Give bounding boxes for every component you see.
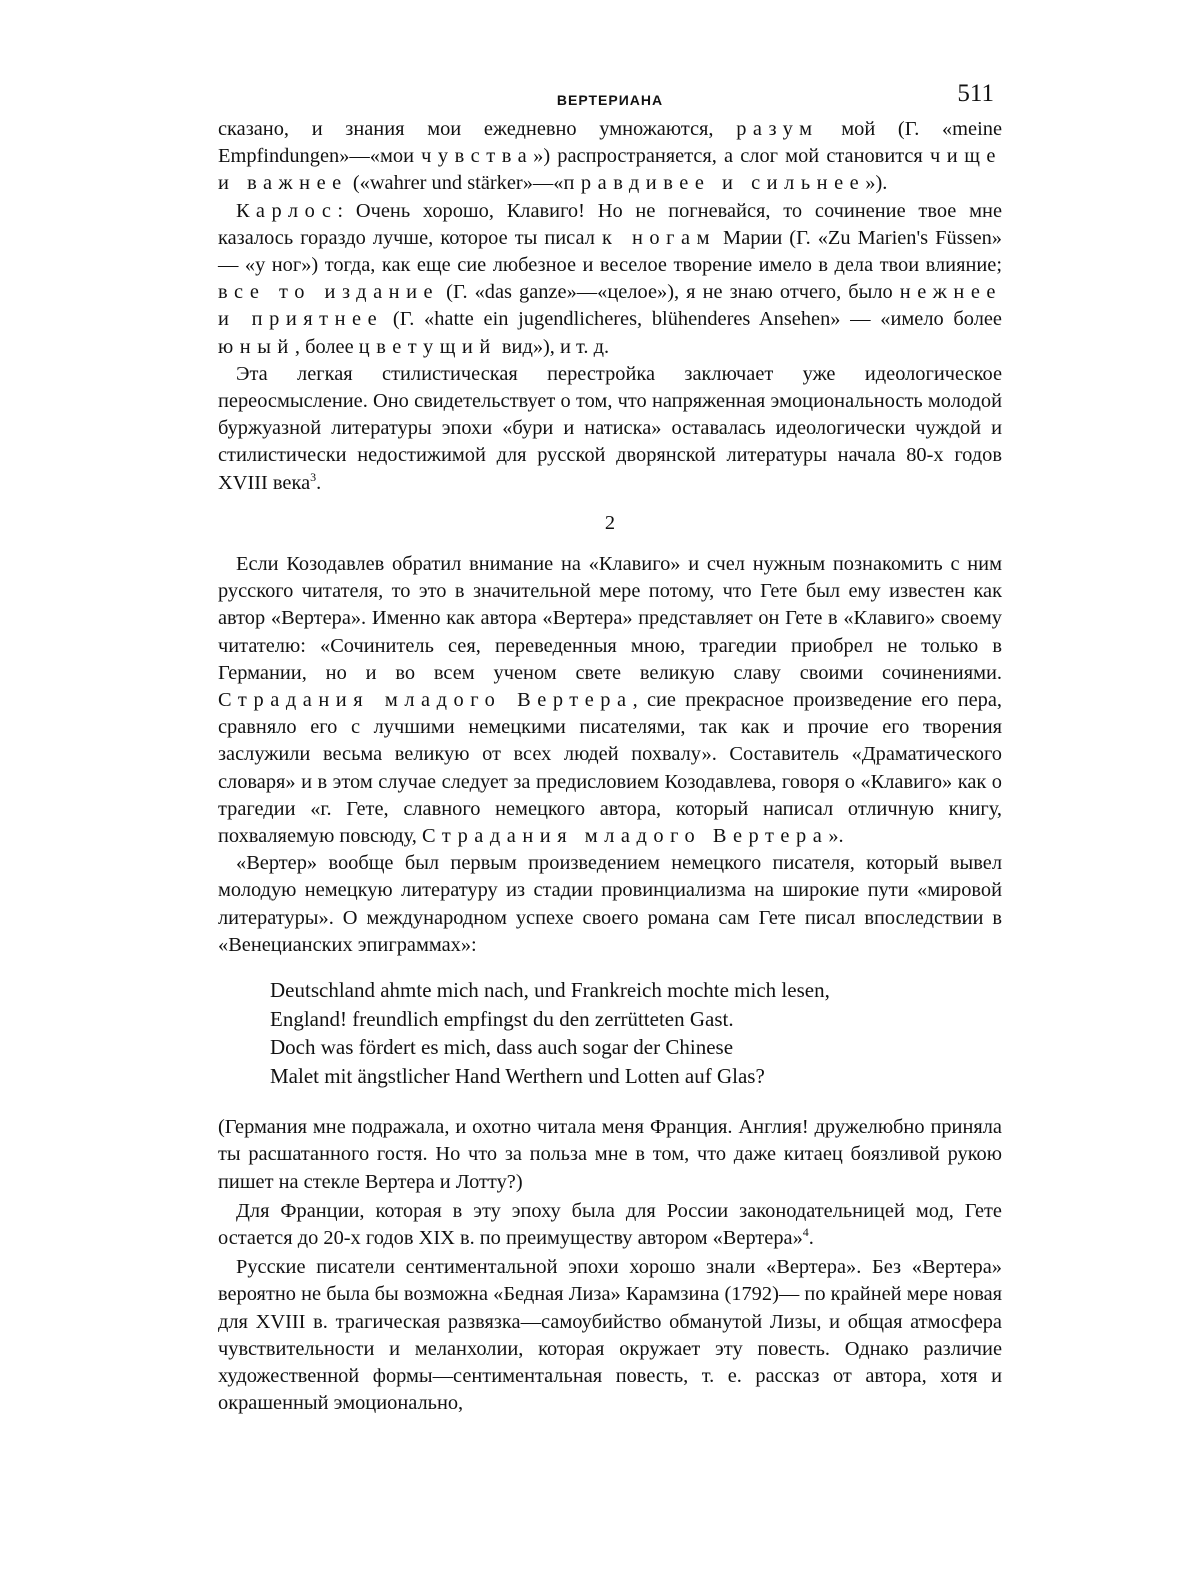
book-page — [218, 72, 1002, 1417]
verse-line: England! freundlich empfingst du den zerrütteten Gast. — [270, 1006, 734, 1031]
paragraph-1 — [218, 116, 1002, 198]
paragraph-5: «Вертер» вообще был первым произведением немецкого писателя, который вывел молодую немецкую литературу из стадии провинциализма на широкие пути «мировой литературы». О международном успехе своего романа сам Гете писал впоследствии в «Венецианских эпиграммах»: — [218, 852, 1002, 956]
footnote-marker: 4 — [802, 1225, 809, 1240]
text-run: («wahrer und stärker»—« — [347, 172, 564, 195]
running-header — [218, 72, 1002, 116]
paragraph-8: Русские писатели сентиментальной эпохи хорошо знали «Вертера». Без «Вертера» вероятно не была бы возможна «Бедная Лиза» Карамзина (1792)— по крайней мере новая для XVIII в. трагическая развязка—самоубийство обманутой Лизы, и общая атмосфера чувствительности и меланхолии, которая окружает эту повесть. Однако различие художественной формы—сентиментальная повесть, т. е. рассказ от автора, хотя и окрашенный эмоционально, — [218, 1256, 1002, 1415]
spaced-emphasis: чище и важнее — [218, 145, 1002, 195]
verse-line: Deutschland ahmte mich nach, und Frankreich mochte mich lesen, — [270, 978, 830, 1003]
body-text — [218, 116, 1002, 1417]
running-title: ВЕРТЕРИАНА — [556, 92, 664, 108]
text-run: Для Франции, которая в эту эпоху была для России законодательницей мод, Гете остается до 20-х годов XIX в. по преимуществу автором «Вертера» — [218, 1199, 1002, 1249]
spaced-emphasis: правдивее и сильнее — [563, 172, 866, 195]
paragraph-6: (Германия мне подражала, и охотно читала меня Франция. Англия! дружелюбно приняла ты расшатанного гостя. Но что за польза мне в том, что даже китаец боязливой рукою пишет на стекле Вертера и Лотту?) — [218, 1116, 1002, 1193]
text-run: Марии (Г. «Zu Marien's Füssen» — «у ног») тогда, как еще сие любезное и веселое творение имело в дела твои влияние; — [218, 226, 1003, 277]
text-run: . — [316, 471, 322, 494]
verse-line: Malet mit ängstlicher Hand Werthern und Lotten auf Glas? — [270, 1063, 765, 1088]
text-run: сказано, и знания мои ежедневно умножаются, — [218, 118, 737, 140]
text-run: ») распространяется, а слог мой становится — [533, 145, 930, 168]
text-run: »). — [865, 172, 888, 195]
text-run: мой (Г. «meine Empfindungen»—«мои — [218, 118, 1002, 168]
spaced-emphasis: Страдания младого Вертера — [422, 825, 829, 848]
text-run: (Г. «das ganze»—«целое»), я не знаю отчего, было — [439, 281, 900, 304]
spaced-emphasis: юный — [218, 335, 295, 358]
verse-quote — [270, 976, 1002, 1090]
spaced-emphasis: разум — [736, 118, 819, 140]
verse-line: Doch was fördert es mich, dass auch sogar der Chinese — [270, 1035, 734, 1060]
spaced-emphasis: чувства — [421, 145, 534, 168]
section-number: 2 — [604, 511, 616, 534]
text-run: Если Козодавлев обратил внимание на «Клавиго» и счел нужным познакомить с ним русского читателя, то это в значительной мере потому, что Гете был ему известен как автор «Вертера». Именно как автора «Вертера» представляет он Гете в «Клавиго» своему читателю: «Сочинитель сея, переведенныя мною, трагедии приобрел не только в Германии, но и во всем ученом свете великую славу своими сочинениями. — [218, 553, 1002, 684]
spaced-emphasis: цветущий — [358, 335, 497, 358]
text-run: вид»), и т. д. — [496, 335, 610, 358]
footnote-marker: 3 — [310, 469, 317, 484]
text-run: (Г. «hatte ein jugendlicheres, blühenderes Ansehen» — «имело более — [383, 308, 1002, 331]
spaced-emphasis: к ногам — [601, 226, 717, 249]
text-run: Эта легкая стилистическая перестройка заключает уже идеологическое переосмысление. Оно свидетельствует о том, что напряженная эмоциональность молодой буржуазной литературы эпохи «бури и натиска» оставалась идеологически чуждой и стилистически недостижимой для русской дворянской литературы начала 80-х годов XVIII века — [218, 362, 1002, 494]
spaced-emphasis: Страдания младого Вертера — [218, 689, 633, 712]
text-run: : Очень хорошо, Клавиго! Но не погневайся, то сочинение твое мне казалось гораздо лучше, которое ты писал — [218, 199, 1002, 249]
paragraph-2 — [218, 198, 1002, 361]
text-run: , сие прекрасное произведение его пера, сравняло его с лучшими немецкими писателями, так как и прочие его творения заслужили весьма великую от всех людей похвалу». Составитель «Драматического словаря» и в этом случае следует за предисловием Козодавлева, говоря о «Клавиго» как о трагедии «г. Гете, славного немецкого автора, который написал отличную книгу, похваляемую повсюду, — [218, 689, 1002, 848]
page-number: 511 — [957, 80, 994, 107]
text-run: , более — [294, 335, 359, 358]
paragraph-4 — [218, 551, 1002, 850]
text-run: . — [808, 1226, 814, 1249]
text-run: ». — [828, 825, 844, 848]
spaced-emphasis: все то издание — [218, 281, 440, 304]
paragraph-3 — [218, 361, 1002, 497]
speaker-name: Карлос — [236, 199, 338, 222]
spaced-emphasis: нежнее и приятнее — [218, 281, 1002, 331]
paragraph-7 — [218, 1198, 1002, 1252]
